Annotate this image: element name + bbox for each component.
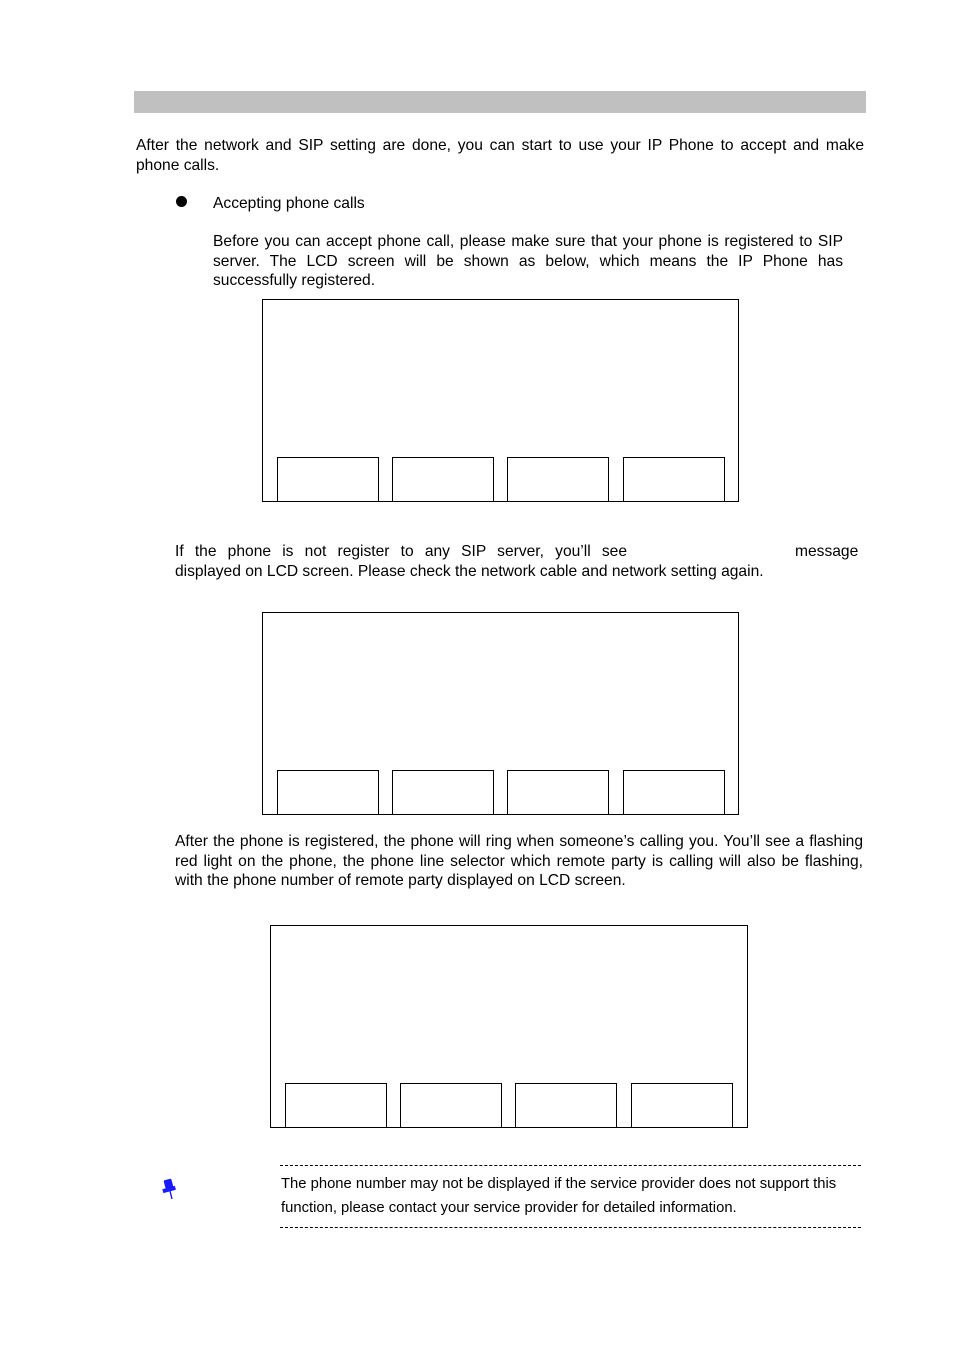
softkey-2 bbox=[392, 457, 494, 501]
note-bottom-rule bbox=[280, 1227, 861, 1228]
softkey-3 bbox=[507, 770, 609, 814]
softkey-3 bbox=[507, 457, 609, 501]
bullet-label: Accepting phone calls bbox=[213, 195, 365, 212]
note-top-rule bbox=[280, 1165, 861, 1166]
section-header-bar bbox=[134, 91, 866, 113]
softkey-2 bbox=[400, 1083, 502, 1127]
softkey-1 bbox=[285, 1083, 387, 1127]
unregistered-paragraph-start: If the phone is not register to any SIP server, you’ll see bbox=[175, 543, 627, 560]
registration-paragraph: Before you can accept phone call, please make sure that your phone is registered to SIP server. The LCD screen will be shown as below, which means the IP Phone has successfully registered. bbox=[213, 233, 843, 289]
softkey-1 bbox=[277, 770, 379, 814]
softkey-4 bbox=[631, 1083, 733, 1127]
softkey-2 bbox=[392, 770, 494, 814]
softkey-3 bbox=[515, 1083, 617, 1127]
lcd-screen-incoming-call bbox=[270, 925, 748, 1128]
intro-paragraph: After the network and SIP setting are done, you can start to use your IP Phone to accept and make phone calls. bbox=[136, 137, 864, 174]
incoming-call-paragraph: After the phone is registered, the phone will ring when someone’s calling you. You’ll see a flashing red light on the phone, the phone line selector which remote party is calling will also be flashing, with the phone number of remote party displayed on LCD screen. bbox=[175, 833, 863, 889]
note-text: The phone number may not be displayed if the service provider does not support this function, please contact your service provider for detailed information. bbox=[281, 1176, 837, 1216]
unregistered-paragraph-rest: message displayed on LCD screen. Please check the network cable and network setting again. bbox=[175, 543, 859, 580]
softkey-4 bbox=[623, 770, 725, 814]
lcd-screen-registered bbox=[262, 299, 739, 502]
softkey-1 bbox=[277, 457, 379, 501]
softkey-4 bbox=[623, 457, 725, 501]
pushpin-icon bbox=[160, 1176, 182, 1202]
lcd-screen-unregistered bbox=[262, 612, 739, 815]
bullet-icon bbox=[176, 196, 187, 207]
